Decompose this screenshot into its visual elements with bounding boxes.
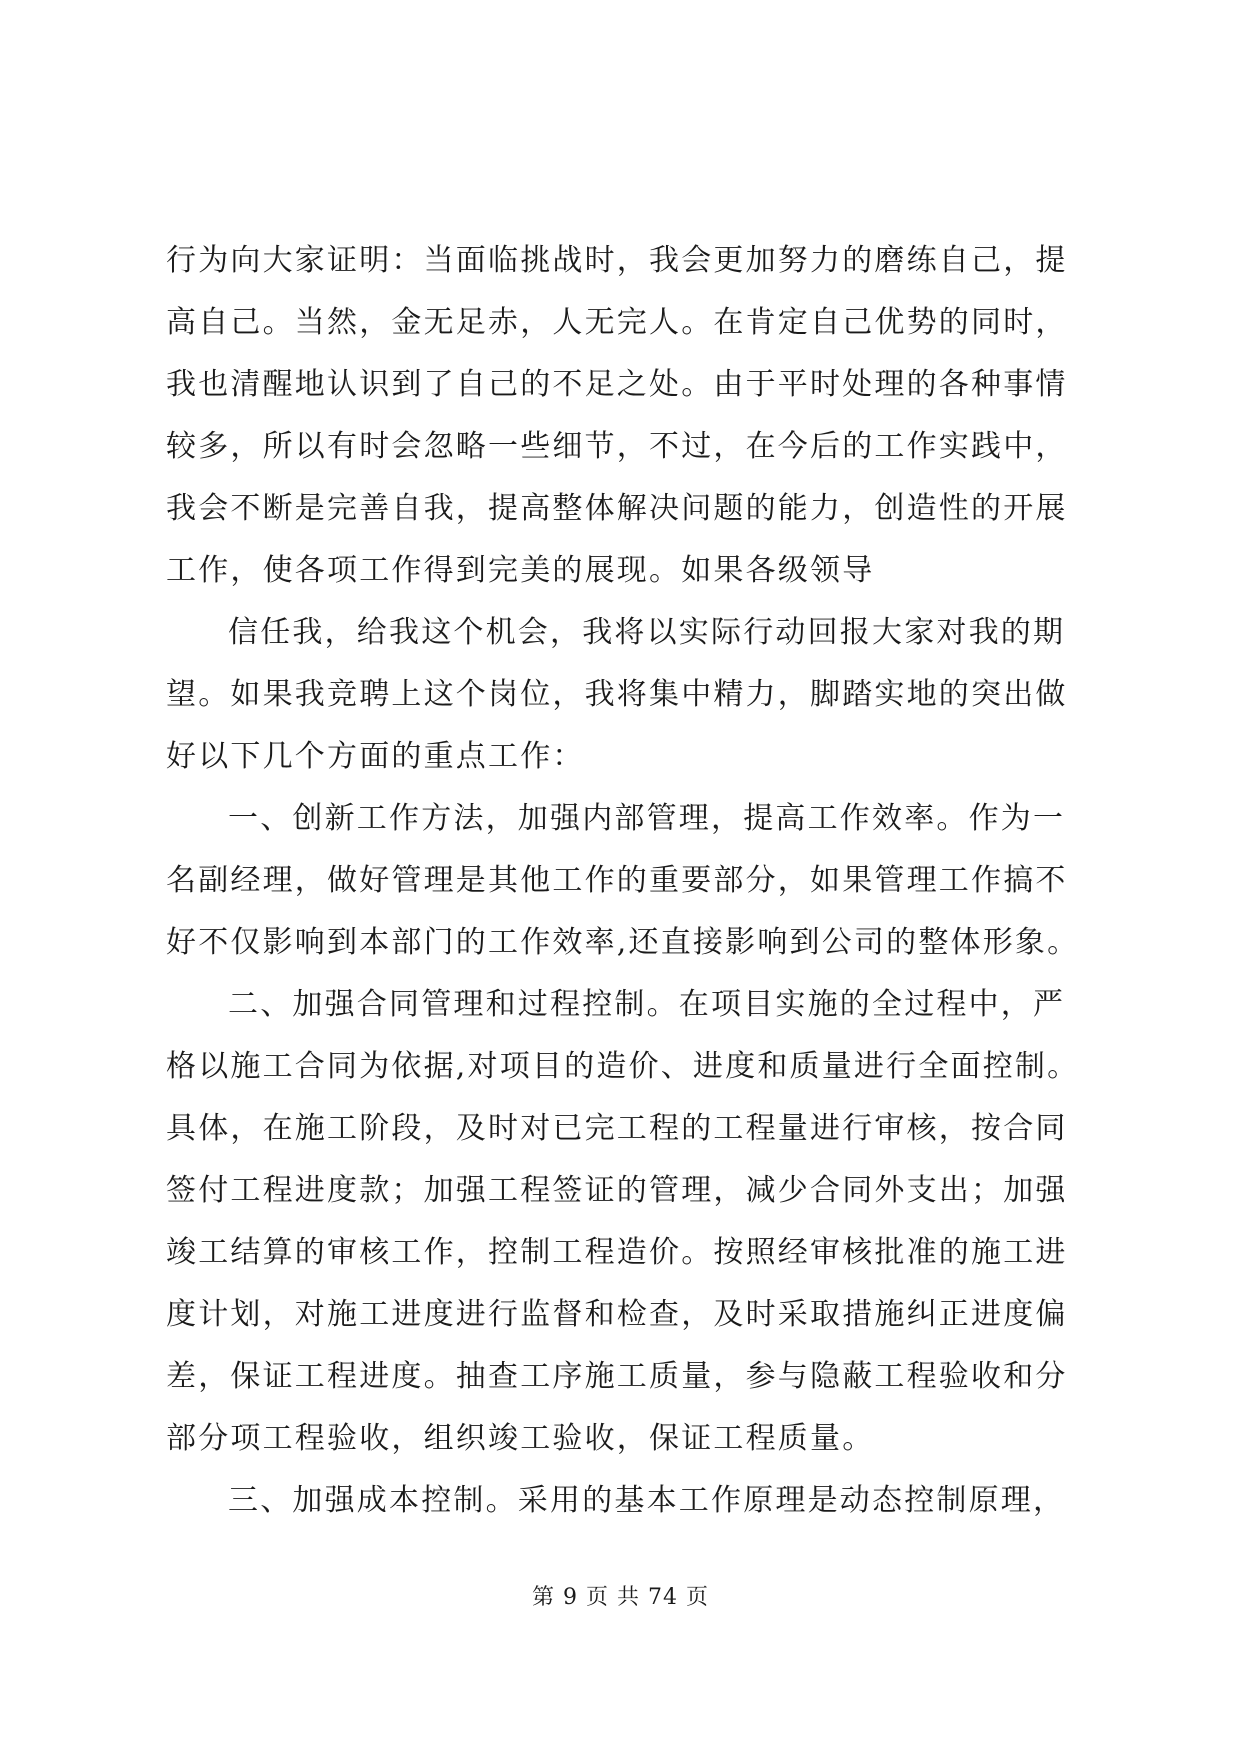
text-line: 高自己。当然，金无足赤，人无完人。在肯定自己优势的同时， [166, 305, 1068, 340]
text-line: 三、加强成本控制。采用的基本工作原理是动态控制原理， [228, 1483, 1066, 1518]
text-line: 工作，使各项工作得到完美的展现。如果各级领导 [166, 553, 875, 588]
text-line: 部分项工程验收，组织竣工验收，保证工程质量。 [166, 1421, 875, 1456]
text-line: 名副经理，做好管理是其他工作的重要部分，如果管理工作搞不 [166, 863, 1068, 898]
text-line: 格以施工合同为依据,对项目的造价、进度和质量进行全面控制。 [166, 1049, 1080, 1084]
document-body [166, 230, 1080, 1532]
text-line: 度计划，对施工进度进行监督和检查，及时采取措施纠正进度偏 [166, 1297, 1068, 1332]
text-line: 我会不断是完善自我，提高整体解决问题的能力，创造性的开展 [166, 491, 1068, 526]
text-line: 望。如果我竞聘上这个岗位，我将集中精力，脚踏实地的突出做 [166, 677, 1068, 712]
text-line: 我也清醒地认识到了自己的不足之处。由于平时处理的各种事情 [166, 367, 1068, 402]
text-line: 较多，所以有时会忽略一些细节，不过，在今后的工作实践中， [166, 429, 1068, 464]
text-line: 具体，在施工阶段，及时对已完工程的工程量进行审核，按合同 [166, 1111, 1068, 1146]
text-line: 一、创新工作方法，加强内部管理，提高工作效率。作为一 [228, 801, 1066, 836]
text-line: 竣工结算的审核工作，控制工程造价。按照经审核批准的施工进 [166, 1235, 1068, 1270]
text-line: 信任我，给我这个机会，我将以实际行动回报大家对我的期 [228, 615, 1066, 650]
text-line: 行为向大家证明：当面临挑战时，我会更加努力的磨练自己，提 [166, 243, 1068, 278]
text-line: 二、加强合同管理和过程控制。在项目实施的全过程中，严 [228, 987, 1066, 1022]
text-line: 好以下几个方面的重点工作： [166, 739, 585, 774]
text-line: 差，保证工程进度。抽查工序施工质量，参与隐蔽工程验收和分 [166, 1359, 1068, 1394]
text-line: 签付工程进度款；加强工程签证的管理，减少合同外支出；加强 [166, 1173, 1068, 1208]
text-line: 好不仅影响到本部门的工作效率,还直接影响到公司的整体形象。 [166, 925, 1080, 960]
page-footer: 第 9 页 共 74 页 [532, 1585, 709, 1610]
